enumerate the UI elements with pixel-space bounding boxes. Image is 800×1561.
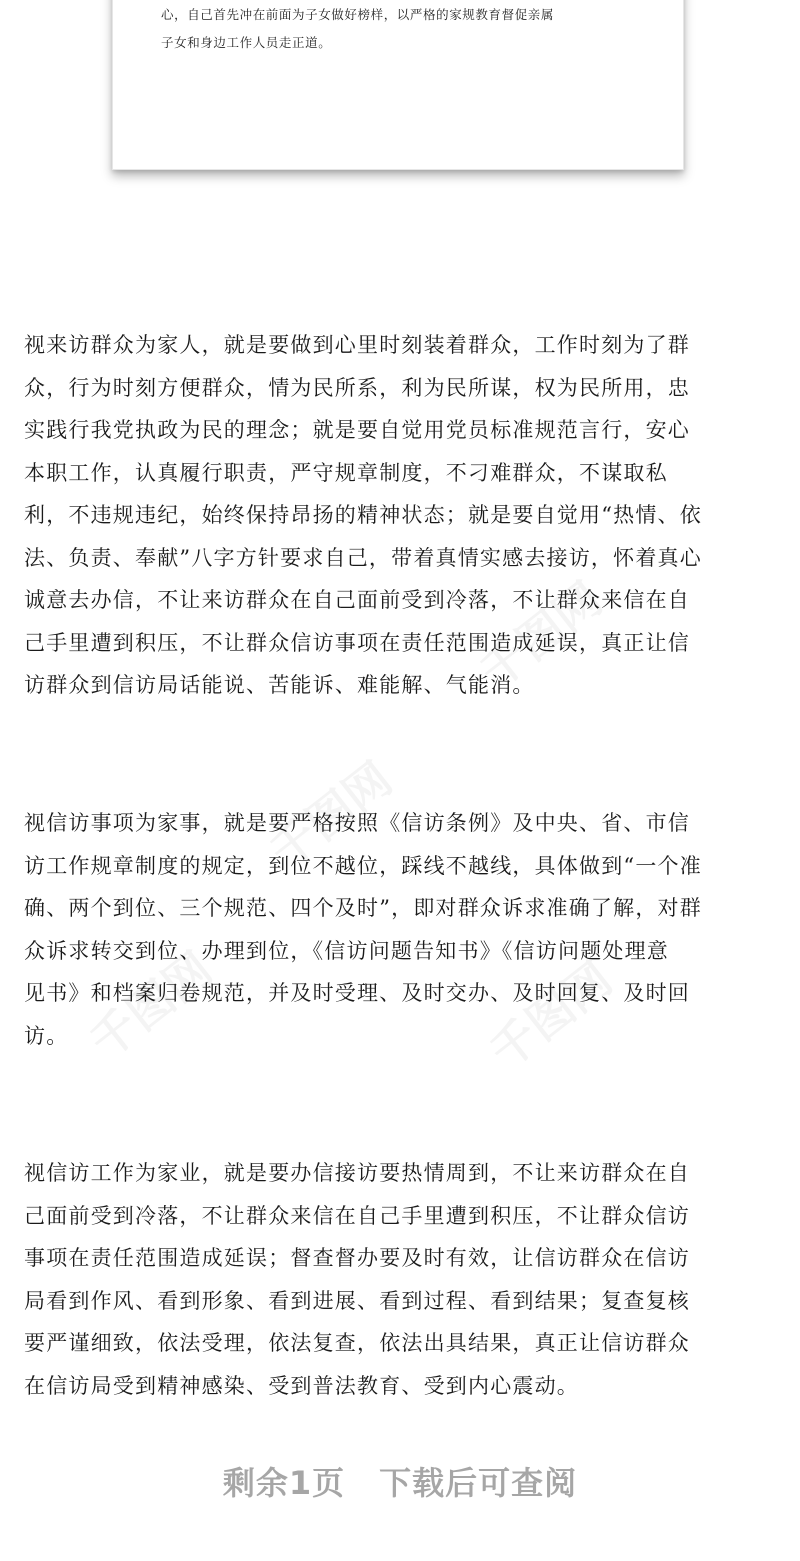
paragraph-family-business: 视信访工作为家业，就是要办信接访要热情周到，不让来访群众在自 己面前受到冷落，不让群众来信在自己手里遭到积压，不让群众信访 事项在责任范围造成延误；督查督办要及时有效，让信访群众在信访 局看到作风、看到形象、看到进展、看到过程、看到结果；复查复核 要严谨细致，依法受理，依法复查，依法出具结果，真正让信访群众 在信访局受到精神感染、受到普法教育、受到内心震动。	[24, 1161, 690, 1398]
remaining-pages-label: 剩余1页	[222, 1464, 346, 1502]
watermark: 千图网	[259, 751, 402, 880]
paragraph-family-members: 视来访群众为家人，就是要做到心里时刻装着群众，工作时刻为了群 众，行为时刻方便群众，情为民所系，利为民所谋，权为民所用，忠 实践行我党执政为民的理念；就是要自觉用党员标准规范言行，安心 本职工作，认真履行职责，严守规章制度，不刁难群众，不谋取私 利，不违规违纪，始终保持昂扬的精神状态；就是要自觉用“热情、依 法、负责、奉献”八字方针要求自己，带着真情实感去接访，怀着真心 诚意去办信，不让来访群众在自己面前受到冷落，不让群众来信在自 己手里遭到积压，不让群众信访事项在责任范围造成延误，真正让信 访群众到信访局话能说、苦能诉、难能解、气能消。	[24, 333, 702, 697]
paragraph-family-affairs: 视信访事项为家事，就是要严格按照《信访条例》及中央、省、市信 访工作规章制度的规定，到位不越位，踩线不越线，具体做到“一个准 确、两个到位、三个规范、四个及时”，即对群众诉求准确了解，对群 众诉求转交到位、办理到位，《信访问题告知书》《信访问题处理意 见书》和档案归卷规范，并及时受理、及时交办、及时回复、及时回 访。	[24, 811, 702, 1048]
watermark: 千图网	[469, 571, 612, 700]
watermark: 千图网	[479, 951, 622, 1080]
previous-page-excerpt: 心，自己首先冲在前面为子女做好榜样，以严格的家规教育督促亲属 子女和身边工作人员走正道。	[161, 7, 555, 50]
watermark: 千图网	[79, 941, 222, 1070]
download-to-view-label[interactable]: 下载后可查阅	[379, 1464, 578, 1502]
previous-page-card	[112, 0, 684, 170]
download-prompt[interactable]	[0, 1458, 800, 1504]
